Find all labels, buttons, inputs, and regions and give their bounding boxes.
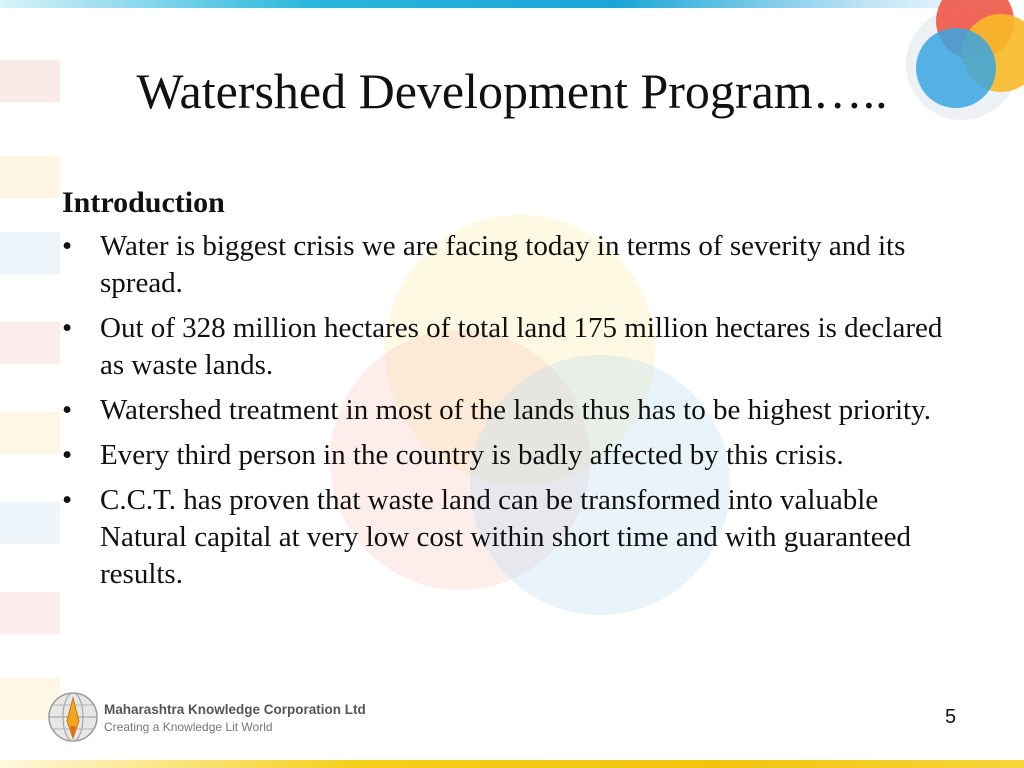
- bullet-text: C.C.T. has proven that waste land can be transformed into valuable Natural capital at very low cost within short time and with guaranteed results.: [100, 484, 911, 590]
- organization-tagline: Creating a Knowledge Lit World: [104, 720, 273, 734]
- bullet-item: [62, 392, 962, 429]
- footer-logo: [46, 688, 406, 746]
- bullet-dot: •: [62, 439, 73, 471]
- bottom-decorative-band: [0, 760, 1024, 768]
- bullet-text: Watershed treatment in most of the lands thus has to be highest priority.: [100, 394, 931, 426]
- slide-title: Watershed Development Program…..: [136, 63, 888, 119]
- bullet-text: Every third person in the country is badly affected by this crisis.: [100, 439, 844, 471]
- bullet-item: [62, 310, 962, 384]
- bullet-list: [62, 228, 982, 593]
- left-decorative-stripes: [0, 60, 60, 720]
- bullet-dot: •: [62, 394, 73, 426]
- bullet-item: [62, 228, 962, 302]
- bullet-item: [62, 437, 962, 474]
- slide-content: [62, 184, 982, 601]
- bullet-dot: •: [62, 484, 73, 516]
- section-heading: Introduction: [62, 186, 225, 219]
- bullet-dot: •: [62, 230, 73, 262]
- bullet-dot: •: [62, 312, 73, 344]
- top-decorative-band: [0, 0, 1024, 8]
- bullet-text: Out of 328 million hectares of total land 175 million hectares is declared as waste lands.: [100, 312, 943, 381]
- bullet-item: [62, 482, 962, 593]
- bullet-text: Water is biggest crisis we are facing today in terms of severity and its spread.: [100, 230, 906, 299]
- page-number: 5: [945, 706, 957, 728]
- mkcl-globe-logo-icon: [46, 688, 100, 746]
- organization-name: Maharashtra Knowledge Corporation Ltd: [104, 702, 366, 717]
